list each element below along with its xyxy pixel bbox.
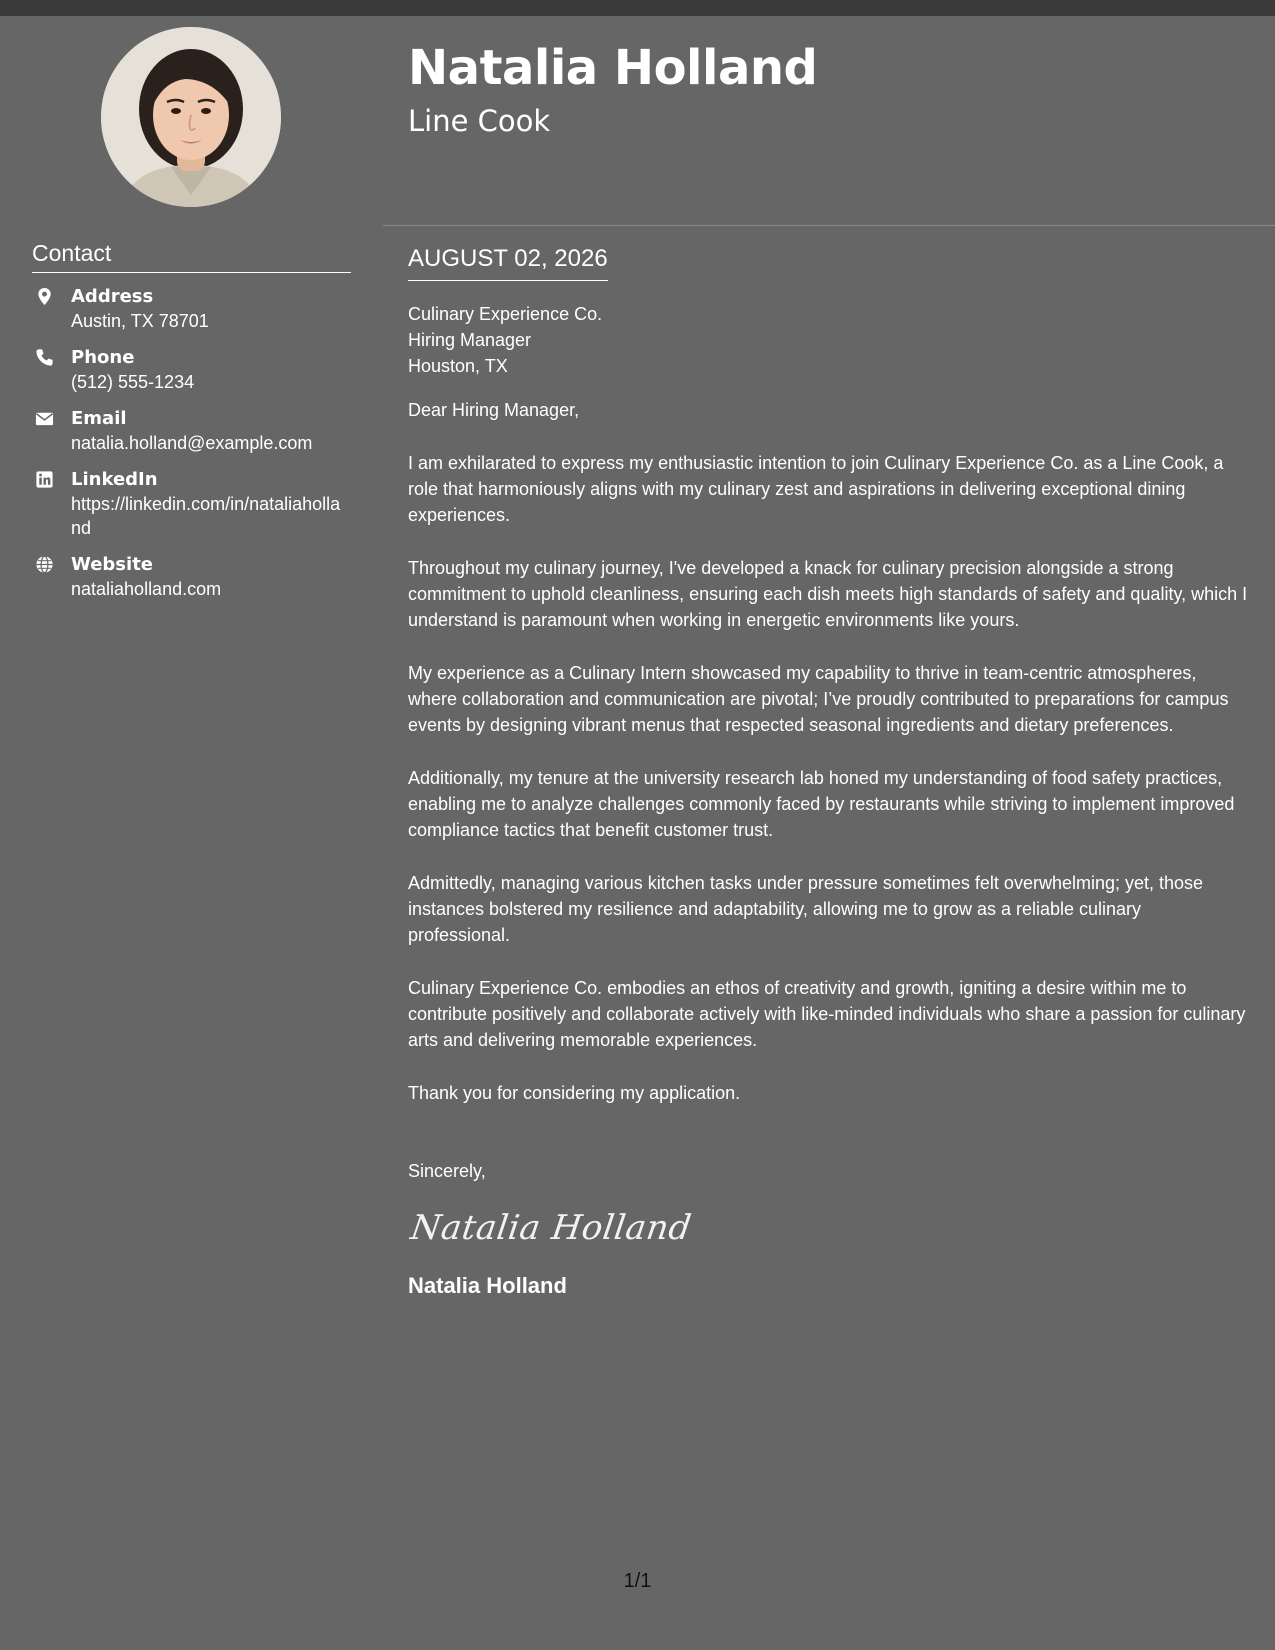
contact-item-phone bbox=[32, 346, 352, 394]
salutation: Dear Hiring Manager, bbox=[408, 400, 580, 420]
letter-date: AUGUST 02, 2026 bbox=[408, 244, 608, 281]
phone-icon bbox=[35, 348, 54, 367]
linkedin-icon bbox=[35, 470, 54, 489]
letter-paragraph: Culinary Experience Co. embodies an ethos of creativity and growth, igniting a desire within me to contribute positively and collaborate actively with like-minded individuals who share a passion for culinary arts and delivering memorable experiences. bbox=[408, 978, 1246, 1050]
contact-label: LinkedIn bbox=[71, 469, 158, 490]
letter-paragraph: Admittedly, managing various kitchen tasks under pressure sometimes felt overwhelming; yet, those instances bolstered my resilience and adaptability, allowing me to grow as a reliable culinary professional. bbox=[408, 873, 1204, 945]
letter-paragraph: Additionally, my tenure at the university research lab honed my understanding of food safety practices, enabling me to analyze challenges commonly faced by restaurants while striving to implement improved compliance tactics that benefit customer trust. bbox=[408, 768, 1235, 840]
contact-item-email bbox=[32, 407, 352, 455]
applicant-job-title: Line Cook bbox=[408, 104, 551, 138]
contact-heading: Contact bbox=[32, 240, 351, 273]
recipient-company: Culinary Experience Co. bbox=[408, 304, 603, 324]
printed-name: Natalia Holland bbox=[408, 1273, 567, 1298]
globe-icon bbox=[35, 555, 54, 574]
contact-label: Email bbox=[71, 408, 127, 429]
recipient-location: Houston, TX bbox=[408, 356, 508, 376]
contact-item-linkedin bbox=[32, 468, 352, 540]
contact-value: Austin, TX 78701 bbox=[71, 311, 209, 331]
letter-paragraph: My experience as a Culinary Intern showcased my capability to thrive in team-centric atmospheres, where collaboration and communication are pivotal; I’ve proudly contributed to preparations for campus events by designing vibrant menus that respected seasonal ingredients and dietary preferences. bbox=[408, 663, 1229, 735]
profile-photo bbox=[101, 27, 281, 207]
letter-paragraph: Thank you for considering my application. bbox=[408, 1083, 741, 1103]
portrait-image bbox=[101, 27, 281, 207]
applicant-name: Natalia Holland bbox=[408, 40, 818, 96]
recipient-role: Hiring Manager bbox=[408, 330, 532, 350]
header-divider bbox=[383, 225, 1275, 226]
letter-paragraph: I am exhilarated to express my enthusiastic intention to join Culinary Experience Co. as a Line Cook, a role that harmoniously aligns with my culinary zest and aspirations in delivering exceptional dining experiences. bbox=[408, 453, 1224, 525]
recipient-block bbox=[408, 301, 1248, 379]
letter-body bbox=[408, 244, 1248, 1300]
email-icon bbox=[35, 409, 54, 428]
contact-label: Phone bbox=[71, 347, 135, 368]
contact-value: nataliaholland.com bbox=[71, 579, 222, 599]
contact-value: natalia.holland@example.com bbox=[71, 433, 313, 453]
contact-label: Address bbox=[71, 286, 154, 307]
map-pin-icon bbox=[35, 287, 54, 306]
contact-item-address bbox=[32, 285, 352, 333]
closing: Sincerely, bbox=[408, 1161, 486, 1181]
top-bar bbox=[0, 0, 1275, 16]
contact-label: Website bbox=[71, 554, 154, 575]
signature: Natalia Holland bbox=[408, 1208, 694, 1248]
page-number: 1/1 bbox=[623, 1570, 652, 1592]
contact-value: https://linkedin.com/in/nataliaholland bbox=[71, 494, 341, 538]
contact-item-website bbox=[32, 553, 352, 601]
letter-paragraph: Throughout my culinary journey, I've developed a knack for culinary precision alongside a strong commitment to uphold cleanliness, ensuring each dish meets high standards of safety and quality, which I understand is paramount when working in energetic environments like yours. bbox=[408, 558, 1248, 630]
contact-value: (512) 555-1234 bbox=[71, 372, 195, 392]
contact-list bbox=[32, 285, 352, 614]
